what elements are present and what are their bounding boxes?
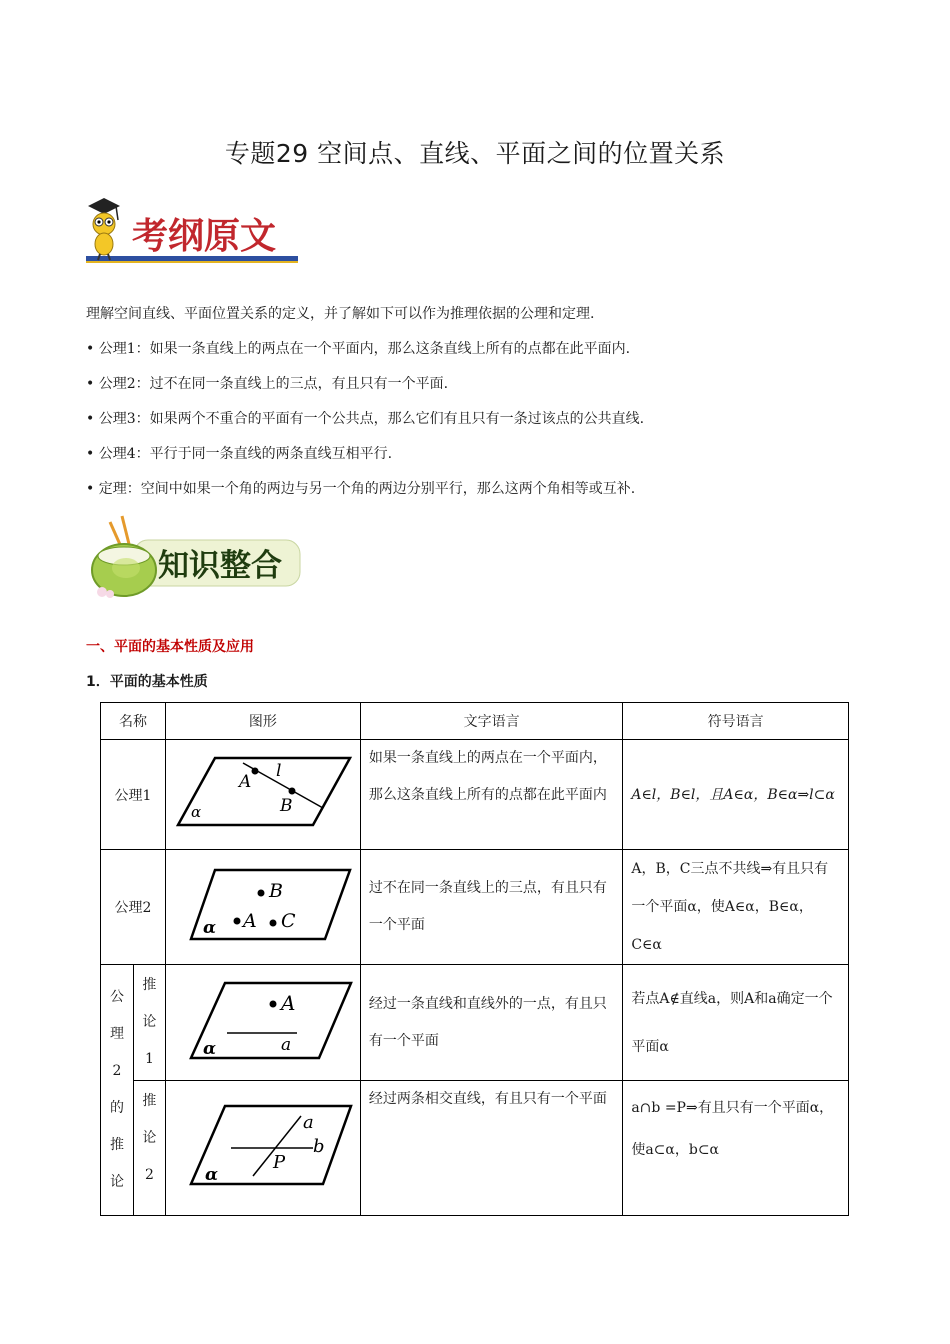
intro-item: • 公理2：过不在同一条直线上的三点，有且只有一个平面. bbox=[86, 376, 449, 392]
figure-axiom2 bbox=[165, 850, 360, 965]
sub-char: 推 bbox=[142, 977, 157, 993]
fig-label: a bbox=[280, 1034, 292, 1055]
figure-corollary2 bbox=[165, 1081, 360, 1216]
fig-label: P bbox=[272, 1152, 286, 1173]
table-header: 名称 bbox=[101, 703, 166, 740]
syllabus-text bbox=[86, 304, 876, 514]
corollary-group-label bbox=[101, 965, 134, 1216]
sub-char: 推 bbox=[142, 1093, 157, 1109]
row-symbol: A，B，C三点不共线⇒有且只有一个平面α，使A∈α，B∈α，C∈α bbox=[623, 850, 849, 965]
fig-label: B bbox=[268, 880, 283, 902]
sub-char: 论 bbox=[142, 1014, 157, 1030]
row-text: 经过两条相交直线，有且只有一个平面 bbox=[360, 1081, 622, 1216]
fig-label: l bbox=[275, 760, 282, 781]
row-symbol: a∩b =P⇒有且只有一个平面α，使a⊂α，b⊂α bbox=[623, 1081, 849, 1216]
table-header: 符号语言 bbox=[623, 703, 849, 740]
axiom-table bbox=[100, 702, 849, 1216]
corollary1-label bbox=[133, 965, 165, 1081]
section-title: 一、平面的基本性质及应用 bbox=[86, 639, 254, 655]
table-header: 文字语言 bbox=[360, 703, 622, 740]
graduate-icon bbox=[86, 194, 300, 266]
fig-label: B bbox=[279, 795, 293, 816]
coconut-icon bbox=[86, 512, 306, 600]
intro-item: • 公理1：如果一条直线上的两点在一个平面内，那么这条直线上所有的点都在此平面内. bbox=[86, 341, 631, 357]
fig-label: a bbox=[302, 1112, 314, 1133]
table-header-row bbox=[101, 703, 849, 740]
fig-label: α bbox=[204, 1165, 218, 1185]
figure-axiom1 bbox=[165, 740, 360, 850]
table-header: 图形 bbox=[165, 703, 360, 740]
group-char: 2 bbox=[112, 1063, 122, 1079]
table-row bbox=[101, 1081, 849, 1216]
group-char: 的 bbox=[109, 1100, 124, 1116]
sub-char: 2 bbox=[144, 1167, 154, 1183]
intro-item: • 定理：空间中如果一个角的两边与另一个角的两边分别平行，那么这两个角相等或互补. bbox=[86, 481, 636, 497]
group-char: 论 bbox=[109, 1174, 124, 1190]
group-char: 推 bbox=[109, 1137, 124, 1153]
intro-lead: 理解空间直线、平面位置关系的定义，并了解如下可以作为推理依据的公理和定理. bbox=[86, 306, 595, 322]
banner-knowledge bbox=[86, 512, 306, 604]
row-name: 公理2 bbox=[101, 850, 166, 965]
fig-label: α bbox=[202, 918, 216, 938]
table-row bbox=[101, 965, 849, 1081]
fig-label: A bbox=[280, 990, 296, 1015]
row-symbol: A∈l，B∈l，且A∈α，B∈α⇒l⊂α bbox=[623, 740, 849, 850]
sub-char: 1 bbox=[144, 1051, 154, 1067]
fig-label: A bbox=[242, 910, 257, 932]
sub-char: 论 bbox=[142, 1130, 157, 1146]
row-text: 如果一条直线上的两点在一个平面内，那么这条直线上所有的点都在此平面内 bbox=[360, 740, 622, 850]
banner-syllabus bbox=[86, 194, 300, 270]
intro-item: • 公理3：如果两个不重合的平面有一个公共点，那么它们有且只有一条过该点的公共直线. bbox=[86, 411, 645, 427]
fig-label: b bbox=[312, 1136, 325, 1157]
fig-label: α bbox=[202, 1038, 216, 1059]
page-title: 专题29 空间点、直线、平面之间的位置关系 bbox=[224, 139, 726, 168]
figure-corollary1 bbox=[165, 965, 360, 1081]
fig-label: A bbox=[238, 771, 252, 792]
row-text: 过不在同一条直线上的三点，有且只有一个平面 bbox=[360, 850, 622, 965]
row-symbol: 若点A∉直线a，则A和a确定一个平面α bbox=[623, 965, 849, 1081]
group-char: 理 bbox=[109, 1026, 124, 1042]
fig-label: α bbox=[190, 802, 202, 821]
sub-title: 1．平面的基本性质 bbox=[86, 674, 208, 690]
fig-label: C bbox=[280, 910, 296, 932]
banner-knowledge-label: 知识整合 bbox=[158, 548, 282, 584]
banner-syllabus-label: 考纲原文 bbox=[132, 215, 277, 257]
row-name: 公理1 bbox=[101, 740, 166, 850]
group-char: 公 bbox=[109, 989, 124, 1005]
intro-item: • 公理4：平行于同一条直线的两条直线互相平行. bbox=[86, 446, 393, 462]
row-text: 经过一条直线和直线外的一点，有且只有一个平面 bbox=[360, 965, 622, 1081]
table-row bbox=[101, 740, 849, 850]
corollary2-label bbox=[133, 1081, 165, 1216]
table-row bbox=[101, 850, 849, 965]
